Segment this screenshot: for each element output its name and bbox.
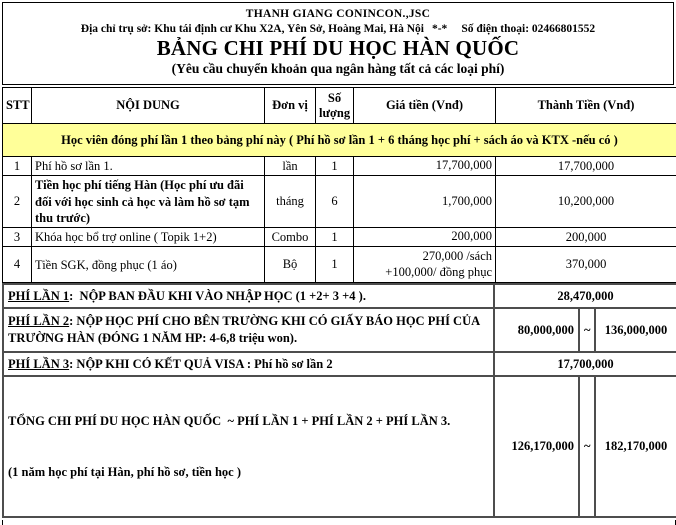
document-subtitle: (Yêu cầu chuyển khoản qua ngân hàng tất cả các loại phí) <box>3 61 673 77</box>
table-row <box>3 247 676 283</box>
summary-amount-high: 136,000,000 <box>595 308 676 352</box>
table-row <box>3 157 676 176</box>
row-total: 17,700,000 <box>496 157 676 176</box>
summary-tilde: ~ <box>579 308 595 352</box>
row-unit: Bộ <box>265 247 316 283</box>
row-price: 17,700,000 <box>354 157 496 176</box>
summary-amount-low: 126,170,000 <box>494 376 579 517</box>
table-row <box>3 176 676 228</box>
col-header-so-luong: Số lượng <box>316 88 354 124</box>
row-content: Tiền học phí tiếng Hàn (Học phí ưu đãi đối với học sinh cả học và làm hồ sơ tạm thu trước) <box>32 176 265 228</box>
col-header-stt: STT <box>3 88 32 124</box>
summary-table <box>2 283 676 518</box>
row-stt: 1 <box>3 157 32 176</box>
summary-label-strong: PHÍ LẦN 2 <box>8 314 69 328</box>
summary-amount: 17,700,000 <box>494 352 676 376</box>
summary-amount-low: 80,000,000 <box>494 308 579 352</box>
summary-label-rest: : NỘP HỌC PHÍ CHO BÊN TRƯỜNG KHI CÓ GIẤY BÁO HỌC PHÍ CỦA TRƯỜNG HÀN (ĐÓNG 1 NĂM HP: 4-6,8 triệu won). <box>8 314 482 345</box>
partial-next-row <box>2 520 676 525</box>
row-price <box>354 247 496 283</box>
notice-row <box>3 124 676 157</box>
summary-total-label <box>3 376 494 517</box>
summary-row-phi-lan-2 <box>3 308 676 352</box>
summary-label-strong: PHÍ LẦN 1 <box>8 289 69 303</box>
company-name: THANH GIANG CONINCON.,JSC <box>3 8 673 20</box>
table-header-row <box>3 88 676 124</box>
row-unit: Combo <box>265 228 316 247</box>
summary-amount-high: 182,170,000 <box>595 376 676 517</box>
row-total: 10,200,000 <box>496 176 676 228</box>
row-content: Phí hồ sơ lần 1. <box>32 157 265 176</box>
row-price: 200,000 <box>354 228 496 247</box>
document-title: BẢNG CHI PHÍ DU HỌC HÀN QUỐC <box>3 36 673 61</box>
fee-document-page <box>0 2 676 450</box>
company-phone: Số điện thoại: 02466801552 <box>461 23 595 35</box>
summary-label <box>3 352 494 376</box>
summary-row-phi-lan-3 <box>3 352 676 376</box>
row-stt: 3 <box>3 228 32 247</box>
row-qty: 1 <box>316 228 354 247</box>
notice-text: Học viên đóng phí lần 1 theo bảng phí này ( Phí hồ sơ lần 1 + 6 tháng học phí + sách áo và KTX -nếu có ) <box>3 124 676 157</box>
company-address-line <box>3 23 673 35</box>
fee-table <box>2 87 676 283</box>
row-price: 1,700,000 <box>354 176 496 228</box>
row-content: Khóa học bổ trợ online ( Topik 1+2) <box>32 228 265 247</box>
row-content: Tiền SGK, đồng phục (1 áo) <box>32 247 265 283</box>
summary-label-rest: : NỘP BAN ĐẦU KHI VÀO NHẬP HỌC (1 +2+ 3 +4 ). <box>69 289 366 303</box>
summary-label <box>3 284 494 308</box>
row-qty: 1 <box>316 157 354 176</box>
summary-row-phi-lan-1 <box>3 284 676 308</box>
summary-row-total <box>3 376 676 517</box>
table-row <box>3 228 676 247</box>
row-unit: tháng <box>265 176 316 228</box>
summary-total-line1: TỔNG CHI PHÍ DU HỌC HÀN QUỐC ~ PHÍ LẦN 1 + PHÍ LẦN 2 + PHÍ LẦN 3. <box>8 413 489 430</box>
company-header-box <box>2 2 674 85</box>
row-qty: 6 <box>316 176 354 228</box>
row-price-line1: 270,000 /sách <box>357 249 492 265</box>
row-price-line2: +100,000/ đồng phục <box>357 265 492 281</box>
col-header-noi-dung: NỘI DUNG <box>32 88 265 124</box>
summary-label <box>3 308 494 352</box>
row-total: 370,000 <box>496 247 676 283</box>
row-stt: 4 <box>3 247 32 283</box>
summary-label-rest: : NỘP KHI CÓ KẾT QUẢ VISA : Phí hồ sơ lần 2 <box>69 357 332 371</box>
address-separator: *-* <box>432 23 447 35</box>
summary-total-line2: (1 năm học phí tại Hàn, phí hồ sơ, tiền học ) <box>8 464 489 481</box>
row-qty: 1 <box>316 247 354 283</box>
col-header-thanh-tien: Thành Tiền (Vnđ) <box>496 88 676 124</box>
summary-tilde: ~ <box>579 376 595 517</box>
col-header-gia-tien: Giá tiền (Vnđ) <box>354 88 496 124</box>
row-stt: 2 <box>3 176 32 228</box>
row-unit: lần <box>265 157 316 176</box>
summary-label-strong: PHÍ LẦN 3 <box>8 357 69 371</box>
company-address: Địa chỉ trụ sở: Khu tái định cư Khu X2A, Yên Sở, Hoàng Mai, Hà Nội <box>81 23 424 35</box>
summary-amount: 28,470,000 <box>494 284 676 308</box>
row-total: 200,000 <box>496 228 676 247</box>
col-header-don-vi: Đơn vị <box>265 88 316 124</box>
